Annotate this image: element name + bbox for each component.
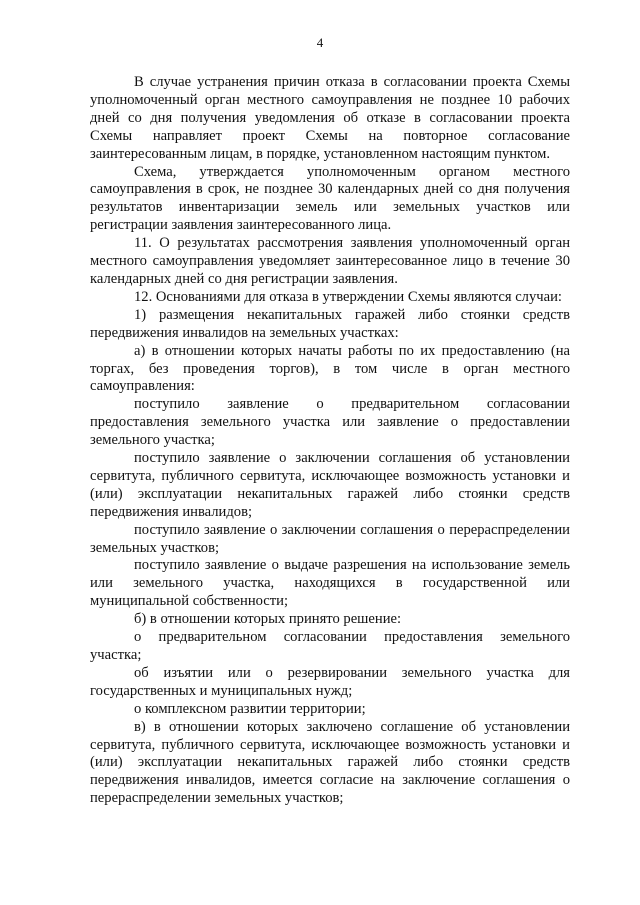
paragraph-integrated-development: о комплексном развитии территории;: [134, 700, 366, 717]
paragraph-preliminary-approval-decision: о предварительном согласовании предоставления земельного участка;: [90, 629, 570, 663]
document-body: [90, 74, 570, 808]
paragraph-item-1-placement: 1) размещения некапитальных гаражей либо стоянки средств передвижения инвалидов на земельных участках:: [90, 306, 570, 341]
paragraph-11-notification: 11. О результатах рассмотрения заявления уполномоченный орган местного самоуправления уведомляет заинтересованное лицо в течение 30 календарных дней со дня регистрации заявления.: [90, 235, 570, 287]
page-number: 4: [316, 35, 324, 50]
paragraph-subitem-b: б) в отношении которых принято решение:: [134, 611, 402, 628]
paragraph-preliminary-approval-application: поступило заявление о предварительном согласовании предоставления земельного участка или заявление о предоставлении земельного участка;: [90, 396, 570, 449]
paragraph-servitude-application: поступило заявление о заключении соглашения об установлении сервитута, публичного сервитута, исключающее возможность установки и (или) эксплуатации некапитальных гаражей либо стоянки средств передвижения инвалидов;: [90, 450, 570, 520]
paragraph-subitem-v: в) в отношении которых заключено соглашение об установлении сервитута, публичного сервитута, исключающее возможность установки и (или) эксплуатации некапитальных гаражей либо стоянки средств передвижения инвалидов, имеется согласие на заключение соглашения о перераспределении земельных участков;: [90, 718, 570, 807]
paragraph-subitem-a: а) в отношении которых начаты работы по их предоставлению (на торгах, без проведения торгов), в том числе в орган местного самоуправления:: [90, 342, 570, 395]
paragraph-land-use-permit-application: поступило заявление о выдаче разрешения на использование земель или земельного участка, находящихся в государственной или муниципальной собственности;: [90, 557, 570, 610]
paragraph-schema-resubmission: В случае устранения причин отказа в согласовании проекта Схемы уполномоченный орган местного самоуправления не позднее 10 рабочих дней со дня получения уведомления об отказе в согласовании проекта Схемы направляет проект Схемы на повторное согласование заинтересованным лицам, в порядке, установленном настоящим пунктом.: [90, 74, 570, 162]
paragraph-seizure-reservation: об изъятии или о резервировании земельного участка для государственных и муниципальных нужд;: [90, 664, 570, 699]
paragraph-redistribution-application: поступило заявление о заключении соглашения о перераспределении земельных участков;: [90, 521, 570, 556]
paragraph-schema-approval-term: Схема, утверждается уполномоченным органом местного самоуправления в срок, не позднее 30 календарных дней со дня получения результатов инвентаризации земель или земельных участков или регистрации заявления заинтересованного лица.: [90, 163, 570, 234]
paragraph-12-refusal-grounds: 12. Основаниями для отказа в утверждении Схемы являются случаи:: [134, 288, 562, 305]
